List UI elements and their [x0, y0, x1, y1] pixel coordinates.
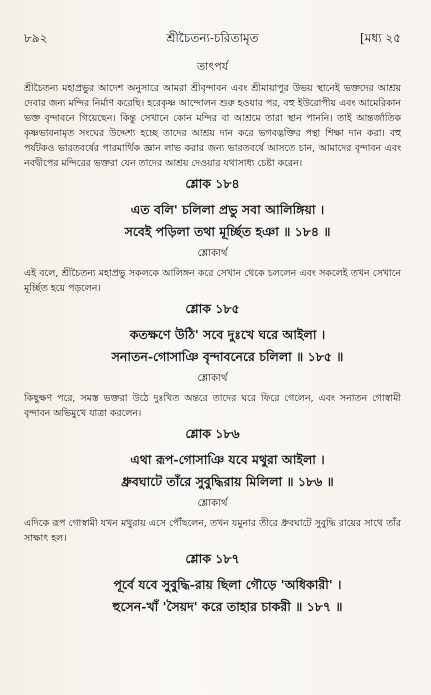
purport-line: শ্রীচৈতন্য মহাপ্রভুর আদেশ অনুসারে আমরা শ্রীবৃন্দাবন এবং শ্রীমায়াপুর উভয় স্থানেই [24, 83, 340, 94]
verse-text [24, 449, 401, 493]
verse-text [24, 199, 401, 243]
book-title: শ্রীচৈতন্য-চরিতামৃত [166, 31, 259, 45]
page-header [24, 30, 401, 50]
purport-text [24, 81, 401, 171]
translation-line: সকলেই তখন সেখানে মূর্চ্ছিত হয়ে পড়লেন। [24, 268, 401, 294]
verse-text [24, 324, 401, 368]
verse-line: পূর্বে যবে সুবুদ্ধি-রায় ছিলা গৌড়ে 'অধিকারী' । [113, 577, 342, 592]
verse-line: এথা রূপ-গোসাঞি যবে মথুরা আইলা । [130, 452, 325, 467]
translation-heading: শ্লোকার্থ [197, 498, 228, 509]
verse-heading: শ্লোক ১৮৬ [185, 426, 240, 441]
purport-line: ভক্তদের আশ্রয় দেবার জন্য মন্দির নির্মাণ করেছি। হরেকৃষ্ণ আন্দোলন শুরু হওয়ার [24, 83, 401, 109]
translation-line: এই বলে, শ্রীচৈতন্য মহাপ্রভু সকলকে আলিঙ্গন করে সেখান থেকে চললেন এবং [24, 268, 316, 279]
verse-heading: শ্লোক ১৮৭ [185, 551, 240, 566]
translation-text [24, 516, 401, 546]
translation-line: রায়ের সাথে তাঁর সাক্ষাৎ হল। [24, 518, 401, 544]
translation-heading: শ্লোকার্থ [197, 248, 228, 259]
verse-line: হুসেন-খাঁ 'সৈয়দ' করে তাহার চাকরী ॥ ১৮৭ ॥ [112, 599, 343, 614]
translation-text [24, 391, 401, 421]
purport-heading: তাৎপর্য [196, 60, 229, 73]
verse-line: সনাতন-গোসাঞি বৃন্দাবনেরে চলিলা ॥ ১৮৫ ॥ [111, 349, 344, 364]
purport-line: হচ্ছে তাদের আশ্রয় দান করে ভগবদ্ভক্তির পন্থা শিক্ষা দান করা। বহু পর্যটকও ভারতবর্ষের [24, 128, 401, 154]
verse-text [24, 574, 401, 618]
translation-line: এদিকে রূপ গোস্বামী যখন মথুরায় এসে পৌঁছলেন, তখন যমুনার তীরে ধ্রুবঘাটে সুবুদ্ধি [24, 518, 336, 529]
translation-line: কিছুক্ষণ পরে, সমস্ত ভক্তরা উঠে দুঃখিত অন্তরে তাদের ঘরে ফিরে গেলেন, এবং [24, 393, 335, 404]
purport-line: পারমার্থিক জ্ঞান লাভ করার জন্য ভারতবর্ষে আসতে চান, আমাদের বৃন্দাবন এবং [102, 143, 401, 154]
translation-line: সনাতন গোস্বামী বৃন্দাবন অভিমুখে যাত্রা করলেন। [24, 393, 401, 419]
verse-line: এত বলি' চলিলা প্রভু সবা আলিঙ্গিয়া । [130, 202, 325, 217]
purport-line: মন্দির বা আশ্রমে তারা স্থান পাননি। তাই আন্তর্জাতিক কৃষ্ণভাবনামৃত সংঘের উদ্দেশ্য [24, 113, 401, 139]
verse-line: সবেই পড়িলা তথা মূর্চ্ছিত হঞা ॥ ১৮৪ ॥ [124, 224, 331, 239]
translation-text [24, 266, 401, 296]
translation-heading: শ্লোকার্থ [197, 373, 228, 384]
verse-line: কতক্ষণে উঠি' সবে দুঃখে ঘরে আইলা । [129, 327, 326, 342]
purport-line: পর, বহু ইউরোপীয় এবং আমেরিকান ভক্ত বৃন্দাবনে গিয়েছেন। কিন্তু সেখানে কোন [24, 98, 401, 124]
purport-line: নবদ্বীপের মন্দিরের ভক্তরা যেন তাদের আশ্রয় দেওয়ার যথাসাধ্য চেষ্টা করেন। [24, 158, 303, 169]
verse-heading: শ্লোক ১৮৪ [185, 176, 240, 191]
verse-heading: শ্লোক ১৮৫ [185, 301, 240, 316]
verse-line: ধ্রুবঘাটে তাঁরে সুবুদ্ধিরায় মিলিলা ॥ ১৮৬ ॥ [121, 474, 334, 489]
chapter-label: [মধ্য ২৫ [360, 31, 401, 45]
page-number: ৮৯২ [24, 31, 48, 45]
